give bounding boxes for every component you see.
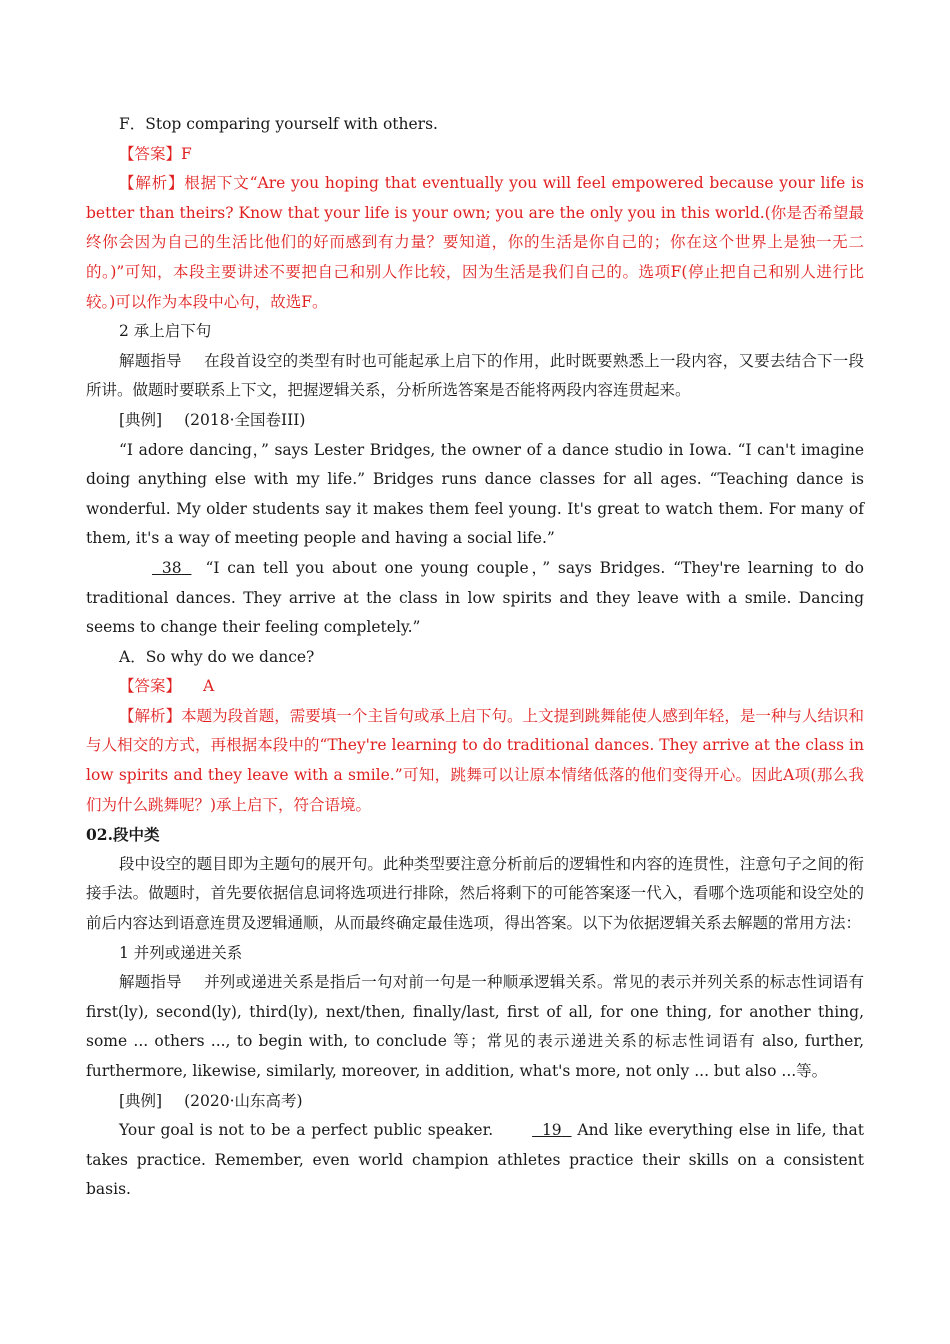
passage-3-before: Your goal is not to be a perfect public speaker. [119,1121,494,1140]
passage-2 [86,554,864,643]
document-page [86,110,864,1205]
example-source-2: (2020·山东高考) [184,1091,303,1110]
example-source: (2018·全国卷III) [184,410,306,429]
guide-paragraph-1 [86,347,864,406]
example-label-2: [典例] [119,1091,163,1110]
blank-19: 19 [541,1121,562,1140]
guide-text: 在段首设空的类型有时也可能起承上启下的作用，此时既要熟悉上一段内容，又要去结合下一段所讲。做题时要联系上下文，把握逻辑关系，分析所选答案是否能将两段内容连贯起来。 [86,351,864,400]
answer-value: A [203,677,215,696]
example-label: [典例] [119,410,163,429]
answer-f: 【答案】F [119,144,192,163]
example-line-2 [86,1087,864,1117]
passage-3 [86,1116,864,1205]
guide-label-2: 解题指导 [119,973,182,992]
option-a: A．So why do we dance? [119,647,315,666]
guide-text-2: 并列或递进关系是指后一句对前一句是一种顺承逻辑关系。常见的表示并列关系的标志性词语有 first(ly), second(ly), third(ly), next/then, finally/last, first of all, for one thing, for another thing, some ... others ..., to begin with, to conclude 等；常见的表示递进关系的标志性词语有 also, further, furthermore, likewise, similarly, moreover, in addition, what's more, not only ... but also ...等。 [86,973,864,1080]
answer-a [86,672,864,702]
analysis-1: 【解析】根据下文“Are you hoping that eventually you will feel empowered because your life is better than theirs? Know that your life is your own; you are the only you in this world.(你是否希望最终你会因为自己的生活比他们的好而感到有力量？要知道，你的生活是你自己的；你在这个世界上是独一无二的。)”可知，本段主要讲述不要把自己和别人作比较，因为生活是我们自己的。选项F(停止把自己和别人进行比较。)可以作为本段中心句，故选F。 [86,174,864,311]
heading-mid-paragraph: 02.段中类 [86,825,160,845]
option-f: F．Stop comparing yourself with others. [119,115,438,133]
heading-transition-sentence: 2 承上启下句 [119,322,212,341]
mid-paragraph-intro: 段中设空的题目即为主题句的展开句。此种类型要注意分析前后的逻辑性和内容的连贯性，注意句子之间的衔接手法。做题时，首先要依据信息词将选项进行排除，然后将剩下的可能答案逐一代入，看哪个选项能和设空处的前后内容达到语意连贯及逻辑通顺，从而最终确定最佳选项，得出答案。以下为依据逻辑关系去解题的常用方法： [86,854,864,933]
guide-label: 解题指导 [119,351,182,370]
answer-label: 【答案】 [119,677,182,696]
passage-2-text: “I can tell you about one young couple，” says Bridges. “They're learning to do traditional dances. They arrive at the class in low spirits and they leave with a smile. Dancing seems to change their feeling completely.” [86,558,864,637]
example-line-1 [86,406,864,436]
passage-1: “I adore dancing，” says Lester Bridges, the owner of a dance studio in Iowa. “I can't imagine doing anything else with my life.” Bridges runs dance classes for all ages. “Teaching dance is wonderful. My older students say it makes them feel young. It's great to watch them. For many of them, it's a way of meeting people and having a social life.” [86,440,864,548]
analysis-2: 【解析】本题为段首题，需要填一个主旨句或承上启下句。上文提到跳舞能使人感到年轻，是一种与人结识和与人相交的方式，再根据本段中的“They're learning to do traditional dances. They arrive at the class in low spirits and they leave with a smile.”可知，跳舞可以让原本情绪低落的他们变得开心。因此A项(那么我们为什么跳舞呢？)承上启下，符合语境。 [86,706,864,814]
subheading-parallel: 1 并列或递进关系 [119,943,243,962]
guide-paragraph-2 [86,968,864,1086]
blank-38: 38 [161,558,182,577]
passage-3-after: And like everything else in life, that takes practice. Remember, even world champion athletes practice their skills on a consistent basis. [86,1121,864,1199]
